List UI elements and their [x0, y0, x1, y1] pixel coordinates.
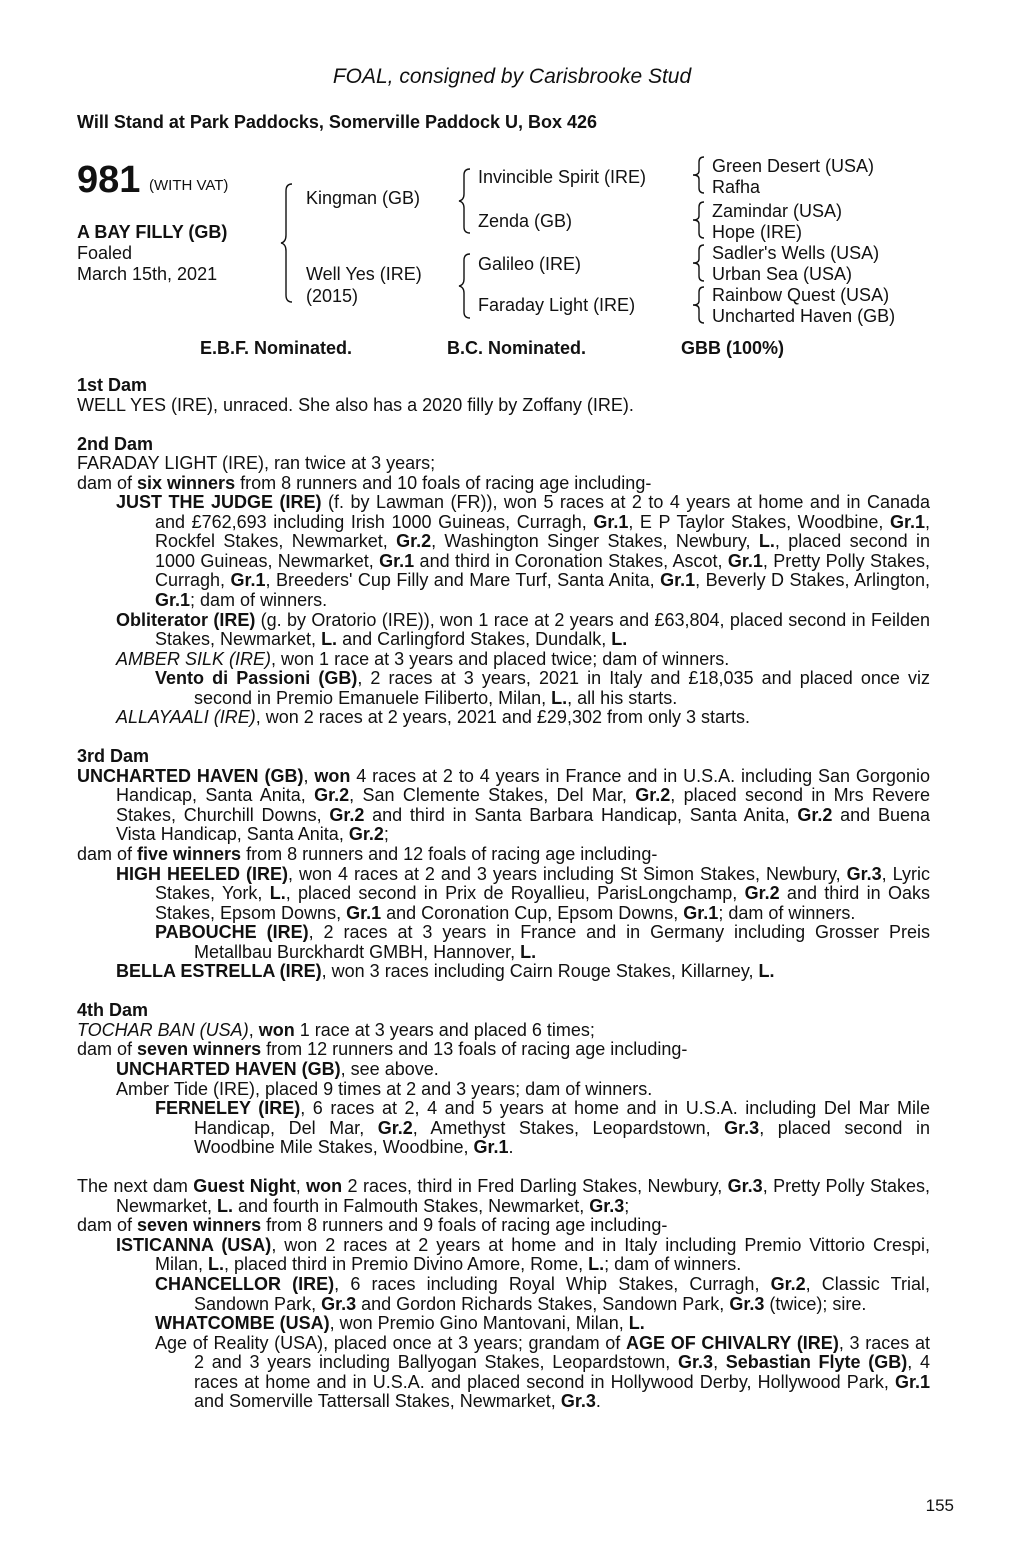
pedigree-paragraph	[77, 1216, 930, 1236]
brace-icon	[692, 156, 706, 194]
bold-text: CHANCELLOR (IRE)	[155, 1273, 335, 1294]
pedigree-paragraph	[77, 1001, 930, 1021]
pedigree-paragraph	[77, 962, 930, 982]
stand-location: Will Stand at Park Paddocks, Somerville Paddock U, Box 426	[77, 112, 598, 132]
text: , 3 races at 2 and 3 years including Ballyogan Stakes, Leopardstown,	[194, 1332, 930, 1373]
text: , 2 races at 3 years in France and in Germany including Grosser Preis Metallbau Burckhardt GMBH, Hannover,	[194, 922, 930, 962]
bold-text: Gr.1	[155, 589, 191, 610]
text: , Classic Trial, Sandown Park,	[194, 1273, 930, 1314]
sire-sire: Invincible Spirit (IRE)	[478, 167, 647, 187]
text: , San Clemente Stakes, Del Mar,	[349, 785, 636, 806]
bold-text: Gr.1	[593, 511, 629, 532]
pedigree-paragraph	[77, 611, 930, 650]
text: ;	[383, 824, 389, 845]
bold-text: Gr.3	[560, 1391, 596, 1412]
gbb-status: GBB (100%)	[681, 338, 785, 358]
bold-text: Gr.3	[729, 1293, 765, 1314]
text: dam of	[77, 844, 138, 865]
text: WELL YES (IRE), unraced. She also has a 2020 filly by Zoffany (IRE).	[77, 394, 634, 415]
g4-ancestor: Zamindar (USA)	[712, 201, 843, 221]
text: , placed second in Mrs Revere Stakes, Churchill Downs,	[116, 785, 930, 825]
page-title: FOAL, consigned by Carisbrooke Stud	[332, 65, 692, 88]
pedigree-paragraph	[77, 1236, 930, 1275]
text: ; dam of winners.	[718, 902, 856, 923]
pedigree-paragraph	[77, 865, 930, 924]
text: , Beverly D Stakes, Arlington,	[695, 570, 931, 591]
text: ,	[295, 1176, 307, 1197]
text: , Lyric Stakes, York,	[155, 863, 930, 904]
bold-text: Gr.1	[683, 902, 719, 923]
text: The next dam	[77, 1176, 194, 1197]
bold-text: UNCHARTED HAVEN (GB)	[116, 1059, 341, 1079]
text: .	[595, 1391, 601, 1412]
bold-text: Guest Night	[193, 1176, 296, 1197]
text: , won 2 races at 2 years, 2021 and £29,302 from only 3 starts.	[255, 707, 751, 728]
text: , Pretty Polly Stakes, Newmarket,	[116, 1176, 930, 1216]
bold-text: Gr.2	[744, 883, 780, 904]
pedigree-paragraph	[77, 435, 930, 455]
pedigree-paragraph	[77, 1099, 930, 1158]
g4-ancestor: Urban Sea (USA)	[712, 264, 853, 284]
bold-text: L.	[217, 1195, 234, 1216]
pedigree-paragraph	[77, 1021, 930, 1041]
pedigree-paragraph	[77, 454, 930, 474]
bold-text: Gr.3	[846, 863, 882, 884]
catalogue-body	[77, 376, 930, 1412]
text: , won 4 races at 2 and 3 years including St Simon Stakes, Newbury,	[287, 863, 847, 884]
bold-text: Obliterator (IRE)	[116, 609, 256, 630]
bold-text: won	[306, 1176, 343, 1197]
bold-text: L.	[321, 629, 338, 650]
brace-icon	[458, 253, 472, 319]
text: 4 races at 2 to 4 years in France and in U.S.A. including San Gorgonio Handicap, Santa Anita,	[116, 765, 930, 806]
pedigree-paragraph	[77, 474, 930, 494]
text: , see above.	[340, 1059, 439, 1079]
pedigree-paragraph	[77, 1080, 930, 1100]
text: , won 2 races at 2 years at home and in Italy including Premio Vittorio Crespi, Milan,	[155, 1234, 931, 1275]
text: dam of	[77, 1215, 138, 1236]
text: , placed second in 1000 Guineas, Newmarket,	[155, 531, 930, 571]
bold-text: BELLA ESTRELLA (IRE)	[116, 961, 322, 982]
brace-icon	[692, 244, 706, 282]
pedigree-paragraph	[77, 845, 930, 865]
pedigree-paragraph	[77, 747, 930, 767]
bold-text: UNCHARTED HAVEN (GB)	[77, 765, 304, 786]
text: from 8 runners and 10 foals of racing age including-	[235, 472, 652, 493]
bold-text: Gr.1	[473, 1137, 509, 1158]
text: , placed second in Woodbine Mile Stakes, Woodbine,	[194, 1117, 930, 1158]
pedigree-paragraph	[77, 669, 930, 708]
bold-text: L.	[758, 531, 775, 552]
spacer	[77, 982, 930, 1002]
bold-text: L.	[588, 1254, 605, 1275]
pedigree-paragraph	[77, 767, 930, 845]
text: ,	[713, 1352, 726, 1373]
horse-name: A BAY FILLY (GB)	[77, 222, 228, 242]
lot-number: 981	[77, 159, 141, 201]
pedigree-paragraph	[77, 396, 930, 416]
text: and third in Coronation Stakes, Ascot,	[414, 550, 728, 571]
pedigree-paragraph	[77, 493, 930, 610]
bold-text: L.	[611, 629, 628, 650]
sire: Kingman (GB)	[306, 188, 421, 208]
text: and Somerville Tattersall Stakes, Newmarket,	[194, 1391, 561, 1412]
text: dam of	[77, 472, 138, 493]
text: from 8 runners and 12 foals of racing age including-	[241, 844, 658, 865]
g4-ancestor: Rafha	[712, 177, 761, 197]
bold-text: Gr.3	[589, 1195, 625, 1216]
bold-text: L.	[551, 687, 568, 708]
text: ;	[624, 1195, 630, 1216]
page-number: 155	[925, 1496, 954, 1515]
bold-text: JUST THE JUDGE (IRE)	[116, 492, 322, 513]
sire-dam: Zenda (GB)	[478, 211, 573, 231]
bold-text: Gr.2	[329, 804, 365, 825]
bold-text: Gr.2	[314, 785, 350, 806]
text: from 8 runners and 9 foals of racing age including-	[261, 1215, 668, 1236]
text: dam of	[77, 1039, 138, 1060]
text: FARADAY LIGHT (IRE), ran twice at 3 years;	[77, 453, 436, 474]
text: (f. by Lawman (FR)), won 5 races at 2 to 4 years at home and in Canada and £762,693 including Irish 1000 Guineas, Curragh,	[155, 492, 930, 532]
text: , 6 races at 2, 4 and 5 years at home and in U.S.A. including Del Mar Mile Handicap, Del Mar,	[194, 1098, 931, 1138]
bold-text: 2nd Dam	[77, 433, 154, 454]
bold-text: PABOUCHE (IRE)	[155, 922, 309, 943]
text: ,	[303, 765, 315, 786]
bold-text: Gr.2	[377, 1117, 413, 1138]
pedigree-paragraph	[77, 708, 930, 728]
bold-text: ISTICANNA (USA)	[116, 1234, 272, 1255]
bold-text: Gr.1	[379, 550, 415, 571]
pedigree-paragraph	[77, 1040, 930, 1060]
bold-text: Gr.1	[894, 1371, 930, 1392]
bold-text: 4th Dam	[77, 1000, 149, 1021]
bold-text: L.	[758, 961, 775, 982]
text: , won 3 races including Cairn Rouge Stakes, Killarney,	[321, 961, 759, 982]
brace-icon	[692, 201, 706, 239]
text: (twice); sire.	[764, 1293, 867, 1314]
text: , 4 races at home and in U.S.A. and placed second in Hollywood Derby, Hollywood Park,	[194, 1352, 930, 1392]
text: , placed third in Premio Divino Amore, Rome,	[224, 1254, 589, 1275]
bold-text: Vento di Passioni (GB)	[155, 668, 358, 689]
bold-text: Gr.2	[396, 531, 432, 552]
text: , Pretty Polly Stakes, Curragh,	[155, 550, 930, 591]
bold-text: L.	[269, 883, 286, 904]
g4-ancestor: Rainbow Quest (USA)	[712, 285, 890, 305]
dam-year: (2015)	[306, 286, 359, 306]
bold-text: Gr.1	[346, 902, 382, 923]
brace-icon	[692, 286, 706, 324]
text: .	[508, 1137, 514, 1158]
bold-text: Gr.2	[348, 824, 384, 845]
foaled-date: March 15th, 2021	[77, 264, 218, 284]
bold-text: Gr.3	[724, 1117, 760, 1138]
text: 2 races, third in Fred Darling Stakes, Newbury,	[342, 1176, 728, 1197]
spacer	[77, 1158, 930, 1178]
bold-text: FERNELEY (IRE)	[155, 1098, 301, 1119]
text: and Carlingford Stakes, Dundalk,	[337, 629, 612, 650]
text: from 12 runners and 13 foals of racing age including-	[261, 1039, 688, 1060]
vat-note: (WITH VAT)	[149, 177, 229, 194]
bold-text: 3rd Dam	[77, 746, 150, 767]
text: ; dam of winners.	[604, 1254, 742, 1275]
bc-nomination: B.C. Nominated.	[447, 338, 587, 358]
g4-ancestor: Hope (IRE)	[712, 222, 803, 242]
text: ,	[248, 1019, 259, 1040]
text: and fourth in Falmouth Stakes, Newmarket,	[233, 1195, 590, 1216]
text: Age of Reality (USA), placed once at 3 years; grandam of	[155, 1332, 627, 1353]
bold-text: Gr.2	[635, 785, 671, 806]
bold-text: Gr.1	[660, 570, 696, 591]
text: 1 race at 3 years and placed 6 times;	[294, 1019, 595, 1040]
italic-text: ALLAYAALI (IRE)	[116, 707, 256, 728]
dam-sire: Galileo (IRE)	[478, 254, 582, 274]
text: and third in Santa Barbara Handicap, Santa Anita,	[364, 804, 798, 825]
text: , won 1 race at 3 years and placed twice; dam of winners.	[271, 648, 730, 669]
bold-text: AGE OF CHIVALRY (IRE)	[626, 1332, 839, 1353]
text: and Gordon Richards Stakes, Sandown Park,	[356, 1293, 730, 1314]
bold-text: Gr.1	[230, 570, 266, 591]
text: and third in Oaks Stakes, Epsom Downs,	[155, 883, 930, 923]
bold-text: L.	[628, 1313, 645, 1334]
text: ; dam of winners.	[190, 589, 328, 610]
brace-icon	[458, 168, 472, 234]
spacer	[77, 415, 930, 435]
g4-ancestor: Uncharted Haven (GB)	[712, 306, 896, 326]
text: and Coronation Cup, Epsom Downs,	[381, 902, 684, 923]
text: , all his starts.	[567, 687, 678, 708]
bold-text: Gr.2	[797, 804, 833, 825]
bold-text: L.	[520, 941, 537, 962]
bold-text: HIGH HEELED (IRE)	[116, 863, 288, 884]
pedigree-paragraph	[77, 376, 930, 396]
text: , E P Taylor Stakes, Woodbine,	[628, 511, 890, 532]
bold-text: won	[258, 1019, 295, 1040]
bold-text: seven winners	[137, 1215, 262, 1236]
spacer	[77, 728, 930, 748]
bold-text: seven winners	[137, 1039, 262, 1060]
bold-text: Gr.1	[889, 511, 925, 532]
bold-text: won	[314, 765, 351, 786]
bold-text: Gr.3	[678, 1352, 714, 1373]
foaled-label: Foaled	[77, 243, 133, 263]
italic-text: AMBER SILK (IRE)	[116, 648, 272, 669]
bold-text: Gr.3	[727, 1176, 763, 1197]
pedigree-paragraph	[77, 1060, 930, 1080]
bold-text: L.	[208, 1254, 225, 1275]
italic-text: TOCHAR BAN (USA)	[77, 1019, 249, 1040]
text: , won Premio Gino Mantovani, Milan,	[329, 1313, 629, 1334]
pedigree-paragraph	[77, 1275, 930, 1314]
text: , Rockfel Stakes, Newmarket,	[155, 511, 931, 552]
bold-text: five winners	[137, 844, 242, 865]
pedigree-paragraph	[77, 1314, 930, 1334]
text: , Amethyst Stakes, Leopardstown,	[412, 1117, 725, 1138]
text: , Breeders' Cup Filly and Mare Turf, Santa Anita,	[265, 570, 661, 591]
bold-text: WHATCOMBE (USA)	[155, 1313, 330, 1334]
text: , 6 races including Royal Whip Stakes, Curragh,	[334, 1273, 771, 1294]
dam: Well Yes (IRE)	[306, 264, 422, 284]
text: and Buena Vista Handicap, Santa Anita,	[116, 804, 930, 845]
g4-ancestor: Green Desert (USA)	[712, 156, 875, 176]
text: (g. by Oratorio (IRE)), won 1 race at 2 years and £63,804, placed second in Feilden Stakes, Newmarket,	[155, 609, 930, 650]
pedigree-paragraph	[77, 1177, 930, 1216]
pedigree-paragraph	[77, 1334, 930, 1412]
ebf-nomination: E.B.F. Nominated.	[200, 338, 353, 358]
pedigree-paragraph	[77, 650, 930, 670]
text: Amber Tide (IRE), placed 9 times at 2 and 3 years; dam of winners.	[116, 1078, 653, 1099]
bold-text: Gr.3	[321, 1293, 357, 1314]
g4-ancestor: Sadler's Wells (USA)	[712, 243, 880, 263]
text: , Washington Singer Stakes, Newbury,	[431, 531, 759, 552]
bold-text: Sebastian Flyte (GB)	[725, 1352, 908, 1373]
pedigree-paragraph	[77, 923, 930, 962]
dam-dam: Faraday Light (IRE)	[478, 295, 636, 315]
brace-icon	[280, 183, 294, 303]
text: , placed second in Prix de Royallieu, ParisLongchamp,	[285, 883, 745, 904]
text: , 2 races at 3 years, 2021 in Italy and £18,035 and placed once viz second in Premio Emanuele Filiberto, Milan,	[194, 668, 930, 708]
bold-text: 1st Dam	[77, 375, 148, 395]
bold-text: Gr.2	[770, 1273, 806, 1294]
bold-text: six winners	[137, 472, 236, 493]
bold-text: Gr.1	[727, 550, 763, 571]
